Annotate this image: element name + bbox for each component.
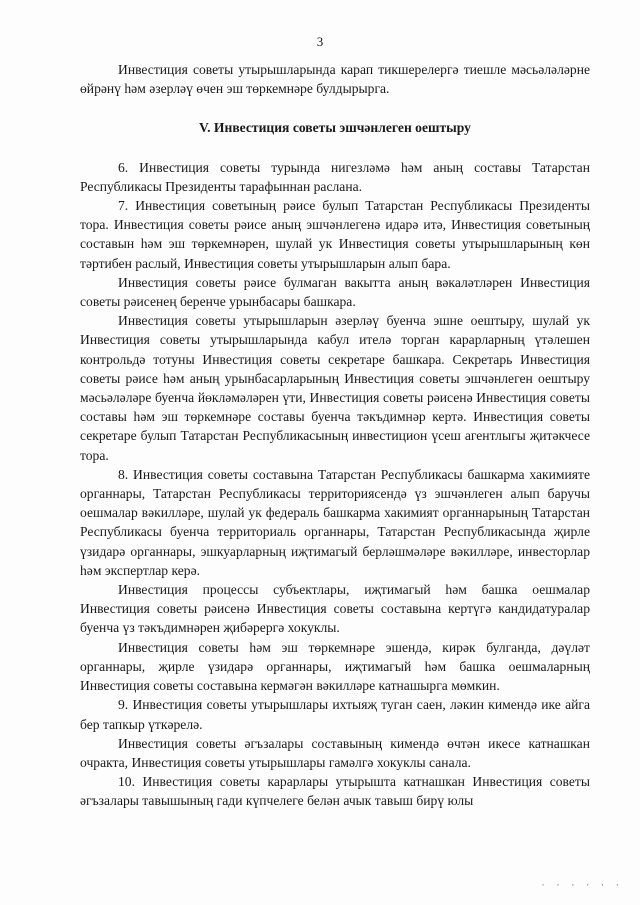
- section-heading: V. Инвестиция советы эшчәнлеген оештыру: [199, 120, 471, 136]
- paragraph-7: 7. Инвестиция советының рәисе булып Татарстан Республикасы Президенты тора. Инвестиция советы рәисе аның эшчәнлегенә идарә итә, Инвестиция советының составын һәм эш төркемнәрен, шулай ук Инвестиция советы утырышларының көн тәртибен раслый, Инвестиция советы утырышларын алып бара.: [80, 198, 590, 271]
- paragraph-9-quorum: Инвестиция советы әгъзалары составының кимендә өчтән икесе катнашкан очракта, Инвестиция советы утырышлары гамәлгә хокуклы санала.: [80, 735, 590, 770]
- paragraph-8: 8. Инвестиция советы составына Татарстан Республикасы башкарма хакимияте органнары, Татарстан Республикасы территориясендә үз эшчәнлеген алып баручы оешмалар вәкилләре, шулай ук федераль башкарма хакимият органнарының Татарстан Республикасы буенча территориаль органнары, Татарстан Республикасында җирле үзидарә органнары, эшкуарларның иҗтимагый берләшмәләре вәкилләре, инвесторлар һәм экспертлар керә.: [80, 466, 590, 578]
- paragraph-10: 10. Инвестиция советы карарлары утырышта катнашкан Инвестиция советы әгъзалары тавышының гади күпчелеге белән ачык тавыш бирү юлы: [80, 774, 590, 809]
- scan-artifact: · · · · · ·: [540, 881, 622, 891]
- paragraph-9: 9. Инвестиция советы утырышлары ихтыяҗ туган саен, ләкин кимендә ике айга бер тапкыр үткәрелә.: [80, 697, 590, 732]
- paragraph-7-secretary: Инвестиция советы утырышларын әзерләү буенча эшне оештыру, шулай ук Инвестиция советы утырышларында кабул ителә торган карарларның үтәлешен контрольдә тотуны Инвестиция советы секретаре башкара. Секретарь Инвестиция советы рәисе һәм аның урынбасарларының Инвестиция советы эшчәнлеген оештыру мәсьәләләре буенча йөкләмәләрен үти, Инвестиция советы рәисенә Инвестиция советы составы һәм эш төркемнәре составы буенча тәкъдимнәр кертә. Инвестиция советы секретаре булып Татарстан Республикасының инвестицион үсеш агентлыгы җитәкчесе тора.: [80, 313, 590, 463]
- page-number: 3: [316, 34, 324, 49]
- paragraph-8-proposals: Инвестиция процессы субъектлары, иҗтимагый һәм башка оешмалар Инвестиция советы рәисенә Инвестиция советы составына кертүгә кандидатуралар буенча үз тәкъдимнәрен җибәрергә хокуклы.: [80, 582, 590, 636]
- paragraph-8-participants: Инвестиция советы һәм эш төркемнәре эшендә, кирәк булганда, дәүләт органнары, җирле үзидарә органнары, иҗтимагый һәм башка оешмаларның Инвестиция советы составына кермәгән вәкилләре катнашырга мөмкин.: [80, 639, 590, 694]
- paragraph-6: 6. Инвестиция советы турында нигезләмә һәм аның составы Татарстан Республикасы Президенты тарафыннан раслана.: [80, 159, 590, 194]
- paragraph-continuation: Инвестиция советы утырышларында карап тикшерелергә тиешле мәсьәләләрне өйрәнү һәм әзерләү өчен эш төркемнәре булдырырга.: [80, 62, 590, 97]
- paragraph-7-deputy: Инвестиция советы рәисе булмаган вакытта аның вәкаләтләрен Инвестиция советы рәисенең беренче урынбасары башкара.: [80, 274, 590, 310]
- document-body: [80, 60, 590, 811]
